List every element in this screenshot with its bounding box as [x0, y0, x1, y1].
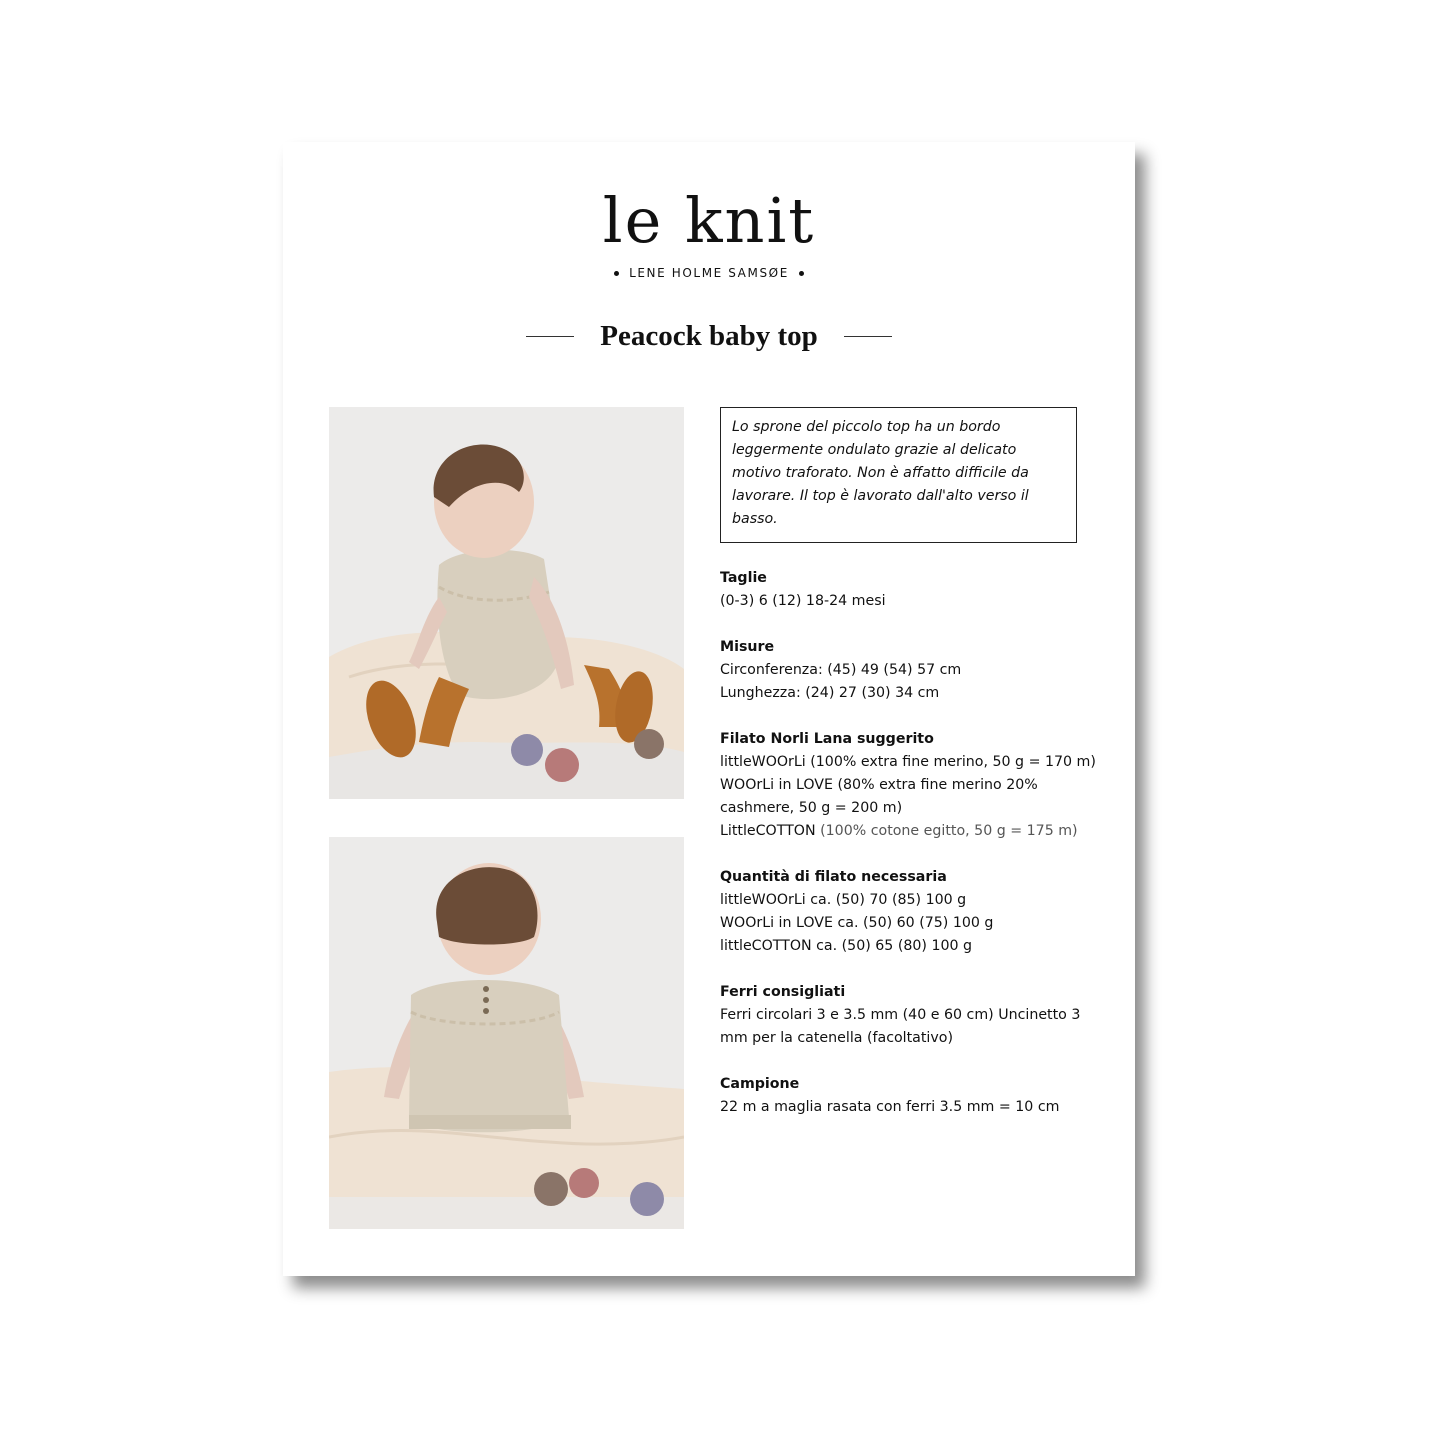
spec-line: littleCOTTON ca. (50) 65 (80) 100 g: [720, 938, 973, 954]
spec-title: Ferri consigliati: [720, 984, 846, 1000]
spec-needles: [720, 981, 1120, 1050]
spec-line: WOOrLi in LOVE (80% extra fine merino 20%: [720, 777, 1038, 793]
brand-subtitle: [283, 266, 1135, 280]
spec-quantity: [720, 866, 1120, 958]
yarn-name: LittleCOTTON: [720, 823, 816, 839]
spec-line: (0-3) 6 (12) 18-24 mesi: [720, 593, 886, 609]
spec-title: Taglie: [720, 570, 767, 586]
pattern-specs: [720, 567, 1120, 1142]
yarn-detail: (100% cotone egitto, 50 g = 175 m): [815, 823, 1078, 839]
spec-line: Lunghezza: (24) 27 (30) 34 cm: [720, 685, 940, 701]
spec-sizes: [720, 567, 1120, 613]
spec-measures: [720, 636, 1120, 705]
title-rule-left: [526, 336, 574, 337]
designer-name: LENE HOLME SAMSØE: [629, 266, 789, 280]
bullet-icon: [799, 271, 804, 276]
spec-line: 22 m a maglia rasata con ferri 3.5 mm = 10 cm: [720, 1099, 1060, 1115]
spec-title: Filato Norli Lana suggerito: [720, 731, 934, 747]
spec-title: Campione: [720, 1076, 800, 1092]
title-row: [283, 320, 1135, 353]
spec-line: mm per la catenella (facoltativo): [720, 1030, 953, 1046]
spec-yarn: [720, 728, 1120, 843]
intro-box: Lo sprone del piccolo top ha un bordo leggermente ondulato grazie al delicato motivo traforato. Non è affatto difficile da lavorare. Il top è lavorato dall'alto verso il basso.: [720, 407, 1077, 543]
spec-title: Quantità di filato necessaria: [720, 869, 947, 885]
brand-header: [283, 184, 1135, 280]
photo-baby-side: [329, 407, 684, 799]
spec-line: cashmere, 50 g = 200 m): [720, 800, 903, 816]
spec-line: littleWOOrLi (100% extra fine merino, 50 g = 170 m): [720, 754, 1096, 770]
spec-line: littleWOOrLi ca. (50) 70 (85) 100 g: [720, 892, 967, 908]
bullet-icon: [614, 271, 619, 276]
spec-line: [720, 820, 1120, 843]
spec-line: Ferri circolari 3 e 3.5 mm (40 e 60 cm) Uncinetto 3: [720, 1007, 1081, 1023]
spec-gauge: [720, 1073, 1120, 1119]
title-rule-right: [844, 336, 892, 337]
pattern-title: Peacock baby top: [600, 320, 818, 352]
spec-line: Circonferenza: (45) 49 (54) 57 cm: [720, 662, 962, 678]
spec-line: WOOrLi in LOVE ca. (50) 60 (75) 100 g: [720, 915, 994, 931]
pattern-page: [283, 142, 1135, 1276]
photo-baby-back: [329, 837, 684, 1229]
brand-logo: le knit: [602, 184, 816, 257]
spec-title: Misure: [720, 639, 775, 655]
